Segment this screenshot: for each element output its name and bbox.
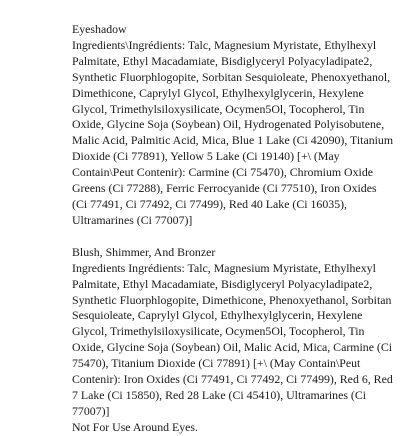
ingredients-text: Ingredients\Ingrédients: Talc, Magnesium Myristate, Ethylhexyl Palmitate, Ethyl Macadamiate, Bisdiglyceryl Polyacyladipate2, Synthetic Fluorphlogopite, Sorbitan Sesquioleate, Phenoxyethanol, Dimethicone, Caprylyl Glycol, Ethylhexylglycerin, Hexylene Glycol, Trimethylsiloxysilicate, Ocymen5Ol, Tocopherol, Tin Oxide, Glycine Soja (Soybean) Oil, Hydrogenated Polyisobutene, Malic Acid, Palmitic Acid, Mica, Blue 1 Lake (Ci 42090), Titanium Dioxide (Ci 77891), Yellow 5 Lake (Ci 19140) [+\ (May Contain\Peut Contenir): Carmine (Ci 75470), Chromium Oxide Greens (Ci 77288), Ferric Ferrocyanide (Ci 77510), Iron Oxides (Ci 77491, Ci 77492, Ci 77499), Red 40 Lake (Ci 16035), Ultramarines (Ci 77007)] bbox=[72, 37, 394, 227]
blush-shimmer-bronzer-section bbox=[72, 245, 394, 436]
ingredients-text: Ingredients Ingrédients: Talc, Magnesium Myristate, Ethylhexyl Palmitate, Ethyl Macadamiate, Bisdiglyceryl Polyacyladipate2, Synthetic Fluorphlogopite, Dimethicone, Phenoxyethanol, Sorbitan Sesquioleate, Caprylyl Glycol, Ethylhexylglycerin, Hexylene Glycol, Trimethylsiloxysilicate, Ocymen5Ol, Tocopherol, Tin Oxide, Glycine Soja (Soybean) Oil, Malic Acid, Mica, Carmine (Ci 75470), Titanium Dioxide (Ci 77891) [+\ (May Contain\Peut Contenir): Iron Oxides (Ci 77491, Ci 77492, Ci 77499), Red 6, Red 7 Lake (Ci 15850), Red 28 Lake (Ci 45410), Ultramarines (Ci 77007)] bbox=[72, 260, 393, 418]
section-heading: Eyeshadow bbox=[72, 22, 127, 36]
section-heading: Blush, Shimmer, And Bronzer bbox=[72, 244, 216, 259]
usage-note: Not For Use Around Eyes. bbox=[72, 419, 198, 434]
ingredients-document bbox=[72, 22, 394, 436]
eyeshadow-section bbox=[72, 22, 394, 229]
